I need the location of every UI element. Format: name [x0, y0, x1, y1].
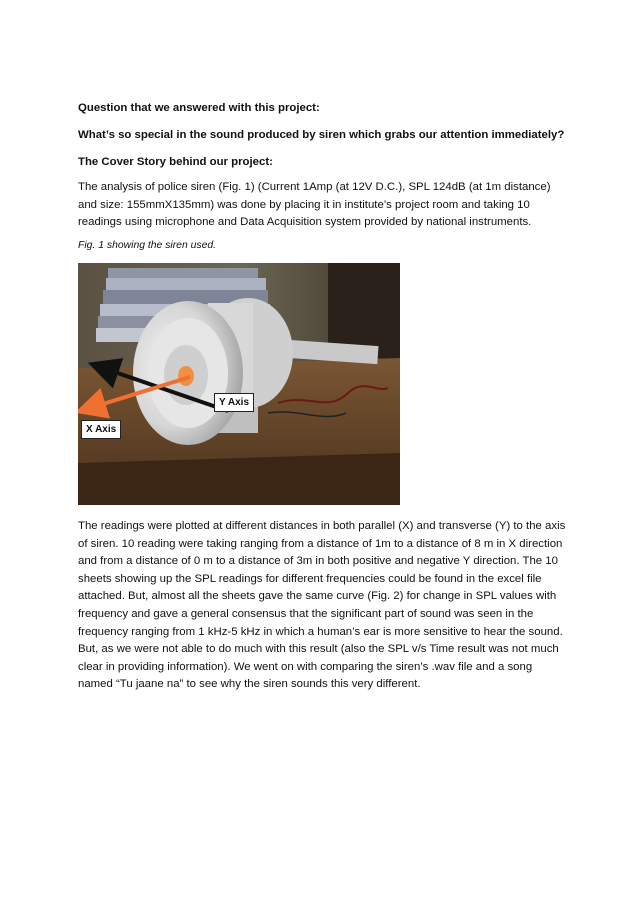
x-axis-label: X Axis	[81, 420, 121, 439]
siren-photo-illustration	[78, 263, 400, 505]
y-axis-label: Y Axis	[214, 393, 254, 412]
analysis-paragraph: The analysis of police siren (Fig. 1) (Current 1Amp (at 12V D.C.), SPL 124dB (at 1m distance) and size: 155mmX135mm) was done by placing it in institute’s project room and taking 10 readings using microphone and Data Acquisition system provided by national instruments.	[78, 181, 551, 229]
siren-photo	[78, 263, 400, 505]
cover-story-heading: The Cover Story behind our project:	[78, 156, 273, 168]
figure-caption: Fig. 1 showing the siren used.	[78, 240, 217, 251]
question-intro-heading: Question that we answered with this project:	[78, 102, 320, 114]
question-heading: What’s so special in the sound produced by siren which grabs our attention immediately?	[78, 129, 565, 141]
readings-paragraph: The readings were plotted at different distances in both parallel (X) and transverse (Y) to the axis of siren. 10 reading were taking ranging from a distance of 1m to a distance of 8 m in X direction and from a distance of 0 m to a distance of 3m in both positive and negative Y direction. The 10 sheets showing up the SPL readings for different frequencies could be found in the excel file attached. But, almost all the sheets gave the same curve (Fig. 2) for change in SPL values with frequency and gave a general consensus that the significant part of sound was seen in the frequency ranging from 1 kHz-5 kHz in which a human’s ear is more sensitive to hear the sound. But, as we were not able to do much with this result (also the SPL v/s Time result was not much clear in providing information). We went on with comparing the siren’s .wav file and a song named “Tu jaane na” to see why the siren sounds this very different.	[78, 520, 566, 691]
